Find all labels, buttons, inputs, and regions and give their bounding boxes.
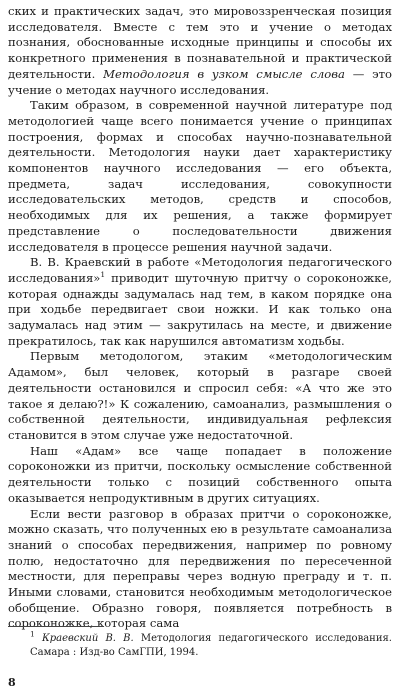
- paragraph-1: [8, 4, 392, 98]
- paragraph-1-text: ских и практических задач, это мировоззренческая позиция исследователя. Вместе с тем это и учение о методах познания, обоснованные исходные принципы и способы их конкретного применения в познавательной и практической деятельности.: [8, 4, 392, 81]
- paragraph-6: Если вести разговор в образах притчи о сороконожке, можно сказать, что полученных ею в результате самоанализа знаний о способах передвижения, например по ровному полю, недостаточно для передвижения по пересеченной местности, для переправы через водную преграду и т. п. Иными словами, становится необходимым методологическое обобщение. Образно говоря, появляется потребность в сороконожке, которая сама: [8, 506, 392, 631]
- footnote-citation: Методология педагогического исследования. Самара : Изд-во СамГПИ, 1994.: [30, 633, 392, 658]
- footnote-number: 1: [30, 629, 35, 639]
- paragraph-5: Наш «Адам» все чаще попадает в положение сороконожки из притчи, поскольку осмысление собственной деятельности только с позиций собственного опыта оказывается непродуктивным в других ситуациях.: [8, 443, 392, 505]
- footnote-divider: [8, 626, 104, 627]
- paragraph-3: [8, 255, 392, 349]
- body-text: [8, 4, 392, 632]
- footnote-text: [30, 629, 392, 659]
- footnote-reference[interactable]: 1: [100, 270, 106, 280]
- paragraph-3-tail: приводит шуточную притчу о сороконожке, которая однажды задумалась над тем, в каком порядке она при ходьбе передвигает свои ножки. И как только она задумалась над этим — закрутилась на месте, и движение прекратилось, так как нарушился автоматизм ходьбы.: [8, 270, 392, 348]
- paragraph-1-tail: — это учение о методах научного исследования.: [8, 66, 392, 97]
- paragraph-4: Первым методологом, этаким «методологическим Адамом», был человек, который в разгаре своей деятельности остановился и спросил себя: «А что же это такое я делаю?!» К сожалению, самоанализ, размышления о собственной деятельности, индивидуальная рефлексия становится в этом случае уже недостаточной.: [8, 349, 392, 442]
- footnote-author: Краевский В. В.: [41, 633, 134, 644]
- footnote: [8, 629, 392, 659]
- italic-term: Методология в узком смысле слова: [103, 66, 345, 81]
- page-number: 8: [8, 676, 16, 689]
- paragraph-2: Таким образом, в современной научной литературе под методологией чаще всего понимается учение о принципах построения, формах и способах научно-познавательной деятельности. Методология науки дает характеристику компонентов научного исследования — его объекта, предмета, задач исследования, совокупности исследовательских методов, средств и способов, необходимых для их решения, а также формирует представление о последовательности движения исследователя в процессе решения научной задачи.: [8, 98, 392, 254]
- paragraph-3-text: В. В. Краевский в работе «Методология педагогического исследования»: [8, 255, 392, 285]
